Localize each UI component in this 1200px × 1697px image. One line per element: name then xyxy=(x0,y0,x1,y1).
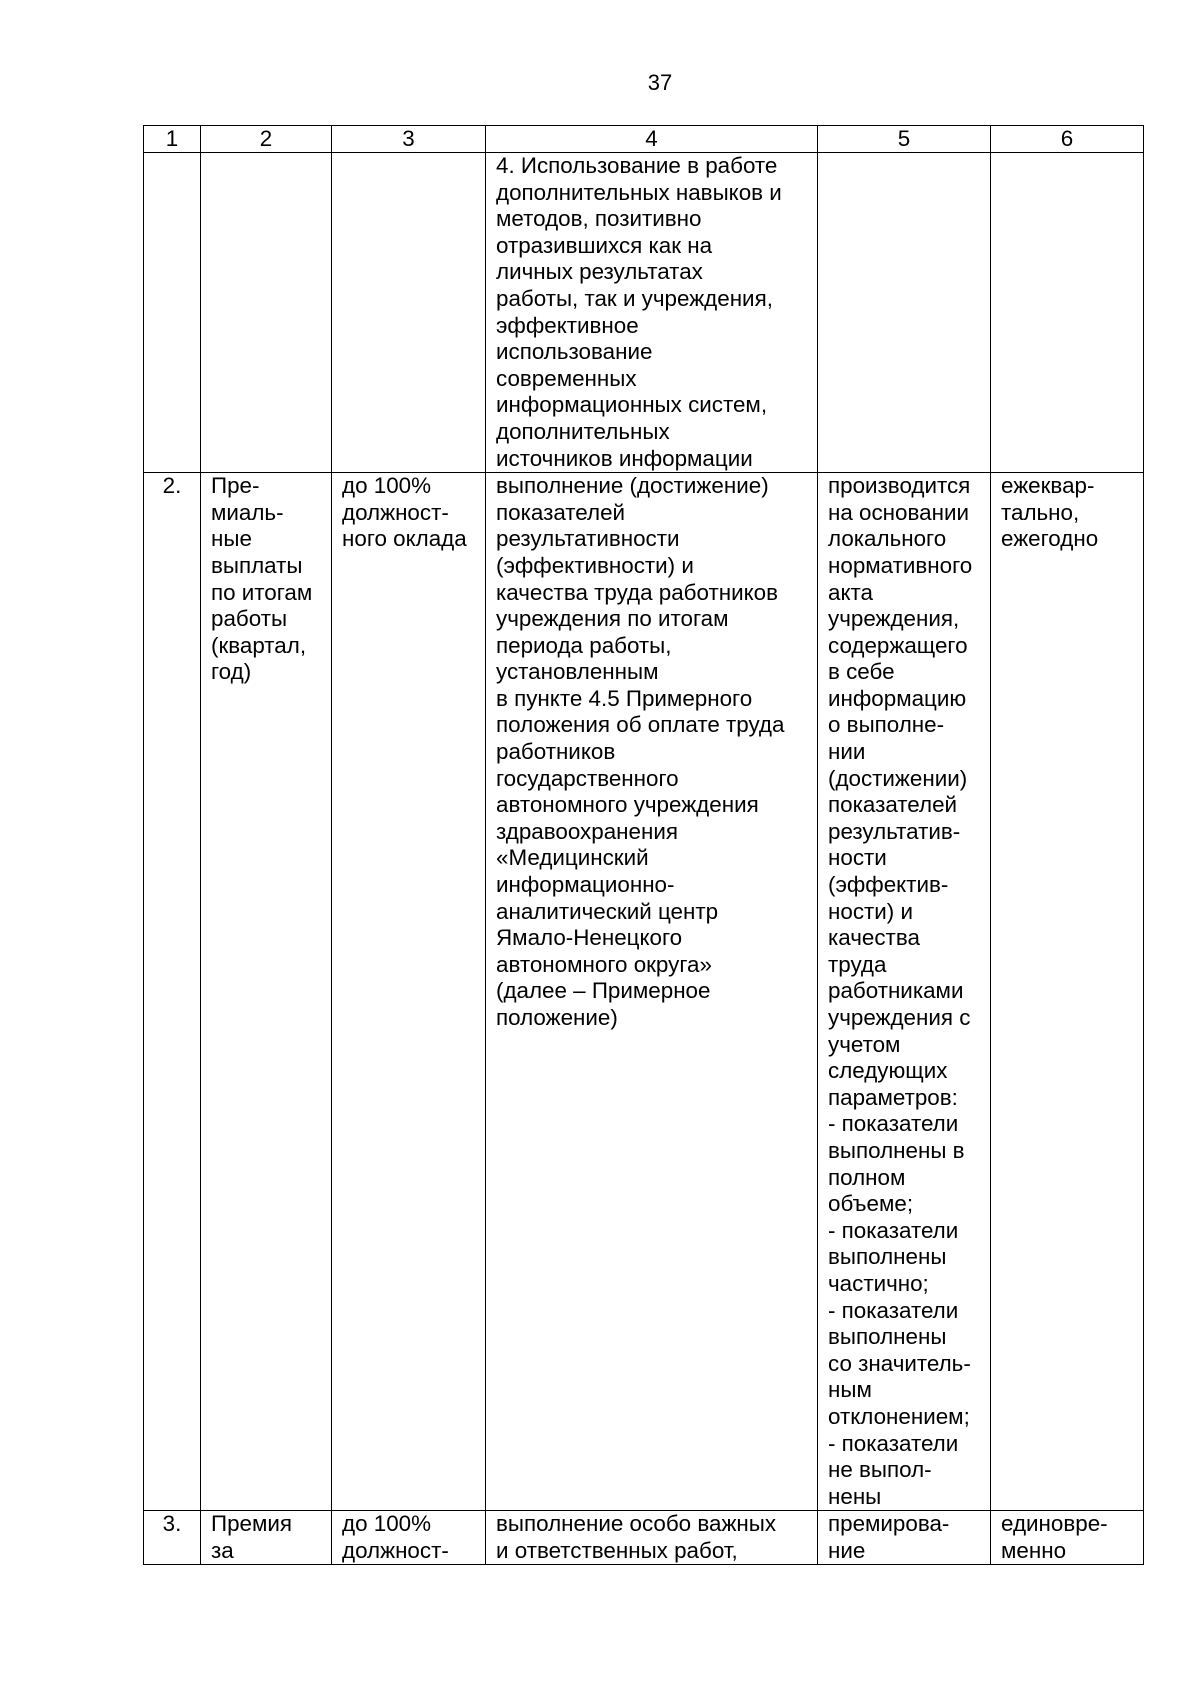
frequency-cell: единовре- менно xyxy=(991,1511,1144,1565)
row-number-cell: 3. xyxy=(144,1511,201,1565)
frequency-cell: ежеквар- тально, ежегодно xyxy=(991,473,1144,1511)
payment-type-cell: Пре- миаль- ные выплаты по итогам работы (квартал, год) xyxy=(201,473,332,1511)
column-header-4: 4 xyxy=(486,126,818,153)
criteria-cell: выполнение (достижение) показателей результативности (эффективности) и качества труда работников учреждения по итогам периода работы, установленным в пункте 4.5 Примерного положения об оплате труда работников государственного автономного учреждения здравоохранения «Медицинский информационно- аналитический центр Ямало-Ненецкого автономного округа» (далее – Примерное положение) xyxy=(486,473,818,1511)
payment-amount-cell xyxy=(332,153,486,473)
table-row xyxy=(144,473,1144,1511)
payment-amount-cell: до 100% должност- xyxy=(332,1511,486,1565)
conditions-cell: премирова- ние xyxy=(818,1511,991,1565)
table-row xyxy=(144,153,1144,473)
column-header-2: 2 xyxy=(201,126,332,153)
column-header-1: 1 xyxy=(144,126,201,153)
row-number-cell xyxy=(144,153,201,473)
frequency-cell xyxy=(991,153,1144,473)
page-number: 37 xyxy=(647,70,673,95)
payment-amount-cell: до 100% должност- ного оклада xyxy=(332,473,486,1511)
column-header-6: 6 xyxy=(991,126,1144,153)
conditions-cell: производится на основании локального нормативного акта учреждения, содержащего в себе информацию о выполне- нии (достижении) показателей результатив- ности (эффектив- ности) и качества труда работниками учреждения с учетом следующих параметров: - показатели выполнены в полном объеме; - показатели выполнены частично; - показатели выполнены со значитель- ным отклонением; - показатели не выпол- нены xyxy=(818,473,991,1511)
column-header-3: 3 xyxy=(332,126,486,153)
payment-type-cell xyxy=(201,153,332,473)
table-header-row xyxy=(144,126,1144,153)
payment-type-cell: Премия за xyxy=(201,1511,332,1565)
row-number-cell: 2. xyxy=(144,473,201,1511)
criteria-cell: выполнение особо важных и ответственных работ, xyxy=(486,1511,818,1565)
column-header-5: 5 xyxy=(818,126,991,153)
payments-table xyxy=(143,125,1144,1565)
conditions-cell xyxy=(818,153,991,473)
table-row xyxy=(144,1511,1144,1565)
criteria-cell: 4. Использование в работе дополнительных навыков и методов, позитивно отразившихся как на личных результатах работы, так и учреждения, эффективное использование современных информационных систем, дополнительных источников информации xyxy=(486,153,818,473)
